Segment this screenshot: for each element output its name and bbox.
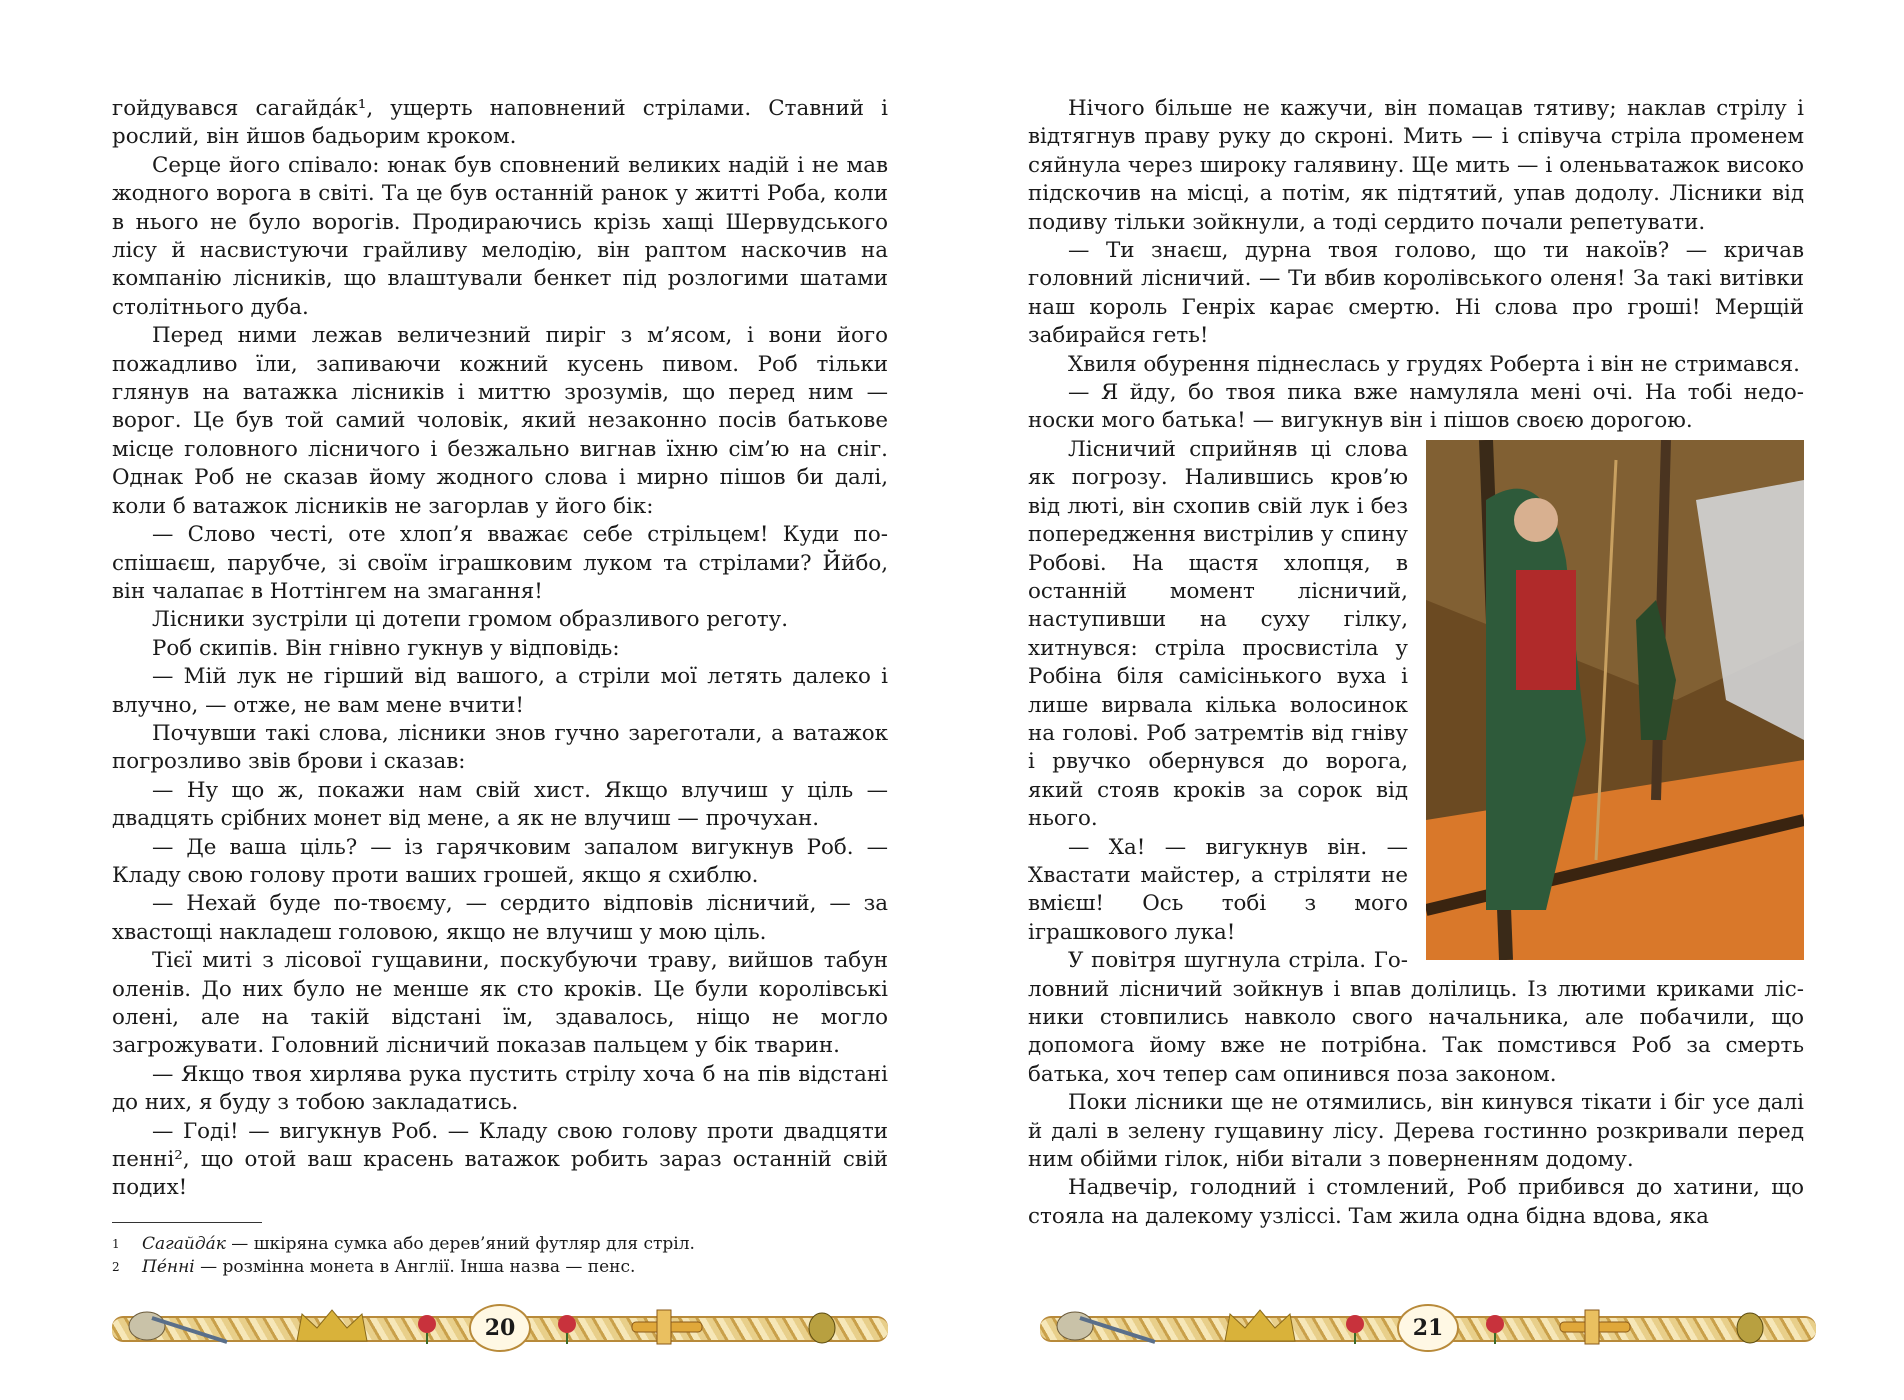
- paragraph: Почувши такі слова, лісники знов гучно зареготали, а ватажок погрозливо звів брови і сказав:: [112, 720, 888, 775]
- paragraph: Хвиля обурення піднеслась у грудях Роберта і він не стримався.: [1068, 351, 1800, 377]
- footnotes: [112, 1222, 888, 1279]
- right-page-text: [1028, 95, 1804, 1231]
- sword-helmet-icon: [1050, 1306, 1160, 1346]
- footnote-term: Пе́нні: [142, 1257, 195, 1277]
- crown-icon: [292, 1306, 372, 1346]
- footnote-term: Сагайда́к: [142, 1234, 226, 1254]
- footnote-text: — розмінна монета в Англії. Інша назва — пенс.: [194, 1257, 636, 1277]
- left-page-text: [112, 95, 888, 1203]
- paragraph: Лісники зустріли ці дотепи громом образливого реготу.: [152, 607, 789, 633]
- paragraph: Серце його співало: юнак був сповнений великих надій і не мав жодного ворога в світі. Та це був останній ранок у житті Роба, коли в нього не було ворогів. Продираючись крізь хащі Шервудського лісу й насвистуючи грайливу мелодію, він раптом наскочив на компанію лісників, що влаштували бенкет під розлогими шатами столітнього дуба.: [112, 152, 888, 320]
- rose-icon: [412, 1306, 442, 1346]
- crown-icon: [1220, 1306, 1300, 1346]
- paragraph: У повітря шугнула стріла. Головний лісничий зойкнув і впав долілиць. Із лютими криками лісники стовпились навколо свого начальника, але побачили, що допомога йому вже не потрібна. Так помстився Роб за смерть батька, хоч тепер сам опинився поза законом.: [1028, 948, 1804, 1087]
- airplane-icon: [612, 1306, 722, 1346]
- paragraph: Роб скипів. Він гнівно гукнув у відповідь:: [152, 635, 620, 661]
- rose-icon: [1480, 1306, 1510, 1346]
- footnote: [112, 1233, 888, 1256]
- beetle-icon: [802, 1306, 842, 1346]
- rose-icon: [1340, 1306, 1370, 1346]
- footnote: [112, 1256, 888, 1279]
- paragraph: — Слово честі, оте хлоп’я вважає себе стрільцем! Куди поспішаєш, парубче, зі своїм іграшковим луком та стрілами? Ййбо, він чалапає в Ноттінгем на змагання!: [112, 522, 888, 604]
- paragraph: — Нехай буде по-твоєму, — сердито відповів лісничий, — за хвастощі накладеш головою, якщо не влучиш у мою ціль.: [112, 891, 888, 945]
- right-page: [1028, 95, 1804, 1231]
- paragraph: Поки лісники ще не отямились, він кинувся тікати і біг усе далі й далі в зелену гущавину лісу. Дерева гостинно розкривали перед ним обійми гілок, ніби вітали з поверненням додому.: [1028, 1090, 1804, 1173]
- page-footer-ornament: [112, 1302, 888, 1352]
- footnote-text: — шкіряна сумка або дерев’яний футляр для стріл.: [225, 1234, 695, 1254]
- footnote-divider: [112, 1222, 262, 1223]
- paragraph: — Я йду, бо твоя пика вже намуляла мені очі. На тобі недоноски мого батька! — вигукнув він і пішов своєю дорогою.: [1028, 380, 1804, 434]
- forest-archer-illustration: [1426, 440, 1804, 960]
- footnote-number: 1: [112, 1237, 120, 1251]
- paragraph: — Де ваша ціль? — із гарячковим запалом вигукнув Роб. — Кладу свою голову проти ваших грошей, якщо я схиблю.: [112, 834, 888, 888]
- airplane-icon: [1540, 1306, 1650, 1346]
- paragraph: Тієї миті з лісової гущавини, поскубуючи траву, вийшов табун оленів. До них було не менше як сто кроків. Це були королівські олені, але на такій відстані їм, здавалось, ніщо не могло загрожувати. Головний лісничий показав пальцем у бік тварин.: [112, 948, 888, 1059]
- paragraph: Перед ними лежав величезний пиріг з м’ясом, і вони його пожадливо їли, запиваючи кожний кусень пивом. Роб тільки глянув на ватажка лісників і миттю зрозумів, що перед ним — ворог. Це був той самий чоловік, який незаконно посів батькове місце головного лісничого і безжально вигнав їхню сім’ю на сніг. Однак Роб не сказав йому жодного слова і мирно пішов би далі, коли б ватажок лісників не загорлав у його бік:: [112, 323, 888, 519]
- left-page: [112, 95, 888, 1203]
- paragraph: — Ха! — вигукнув він. — Хвастати майстер, а стріляти не вмієш! Ось тобі з мого іграшкового лука!: [1028, 834, 1408, 945]
- paragraph: — Ти знаєш, дурна твоя голово, що ти накоїв? — кричав головний лісничий. — Ти вбив королівського оленя! За такі витівки наш король Генріх карає смертю. Ні слова про гроші! Мерщій забирайся геть!: [1028, 238, 1804, 349]
- footnote-number: 2: [112, 1260, 120, 1274]
- illustration-art: [1426, 440, 1804, 960]
- paragraph: Надвечір, голодний і стомлений, Роб прибився до хатини, що стояла на далекому узліссі. Там жила одна бідна вдова, яка: [1028, 1175, 1804, 1229]
- paragraph: — Якщо твоя хирлява рука пустить стрілу хоча б на пів відстані до них, я буду з тобою закладатись.: [112, 1061, 888, 1116]
- sword-helmet-icon: [122, 1306, 232, 1346]
- paragraph: Лісничий сприйняв ці слова як погрозу. Налившись кров’ю від люті, він схопив свій лук і без попередження вистрілив у спину Робові. На щастя хлопця, в останній момент лісничий, наступивши на суху гілку, хитнувся: стріла просвистіла у Робіна біля самісінького вуха і лише вирвала кілька волосинок на голові. Роб затремтів від гніву і рвучко обернувся до ворога, який стояв кроків за сорок від нього.: [1028, 436, 1408, 832]
- paragraph: гойдувався сагайда́к¹, ущерть наповнений стрілами. Ставний і рослий, він йшов бадьорим кроком.: [112, 96, 888, 150]
- paragraph: Нічого більше не кажучи, він помацав тятиву; наклав стрілу і відтягнув праву руку до скроні. Мить — і співуча стріла променем сяйнула через широку галявину. Ще мить — і оленьватажок високо підскочив на місці, а потім, як підтятий, упав додолу. Лісники від подиву тільки зойкнули, а тоді сердито почали репетувати.: [1028, 96, 1804, 235]
- beetle-icon: [1730, 1306, 1770, 1346]
- page-footer-ornament: [1040, 1302, 1816, 1352]
- paragraph: — Мій лук не гірший від вашого, а стріли мої летять далеко і влучно, — отже, не вам мене вчити!: [112, 664, 888, 718]
- paragraph: — Ну що ж, покажи нам свій хист. Якщо влучиш у ціль — двадцять срібних монет від мене, а як не влучиш — прочухан.: [112, 777, 888, 832]
- paragraph: — Годі! — вигукнув Роб. — Кладу свою голову проти двадцяти пенні², що отой ваш красень ватажок робить зараз останній свій подих!: [112, 1118, 888, 1201]
- rose-icon: [552, 1306, 582, 1346]
- page-number: 20: [469, 1304, 531, 1352]
- page-number: 21: [1397, 1304, 1459, 1352]
